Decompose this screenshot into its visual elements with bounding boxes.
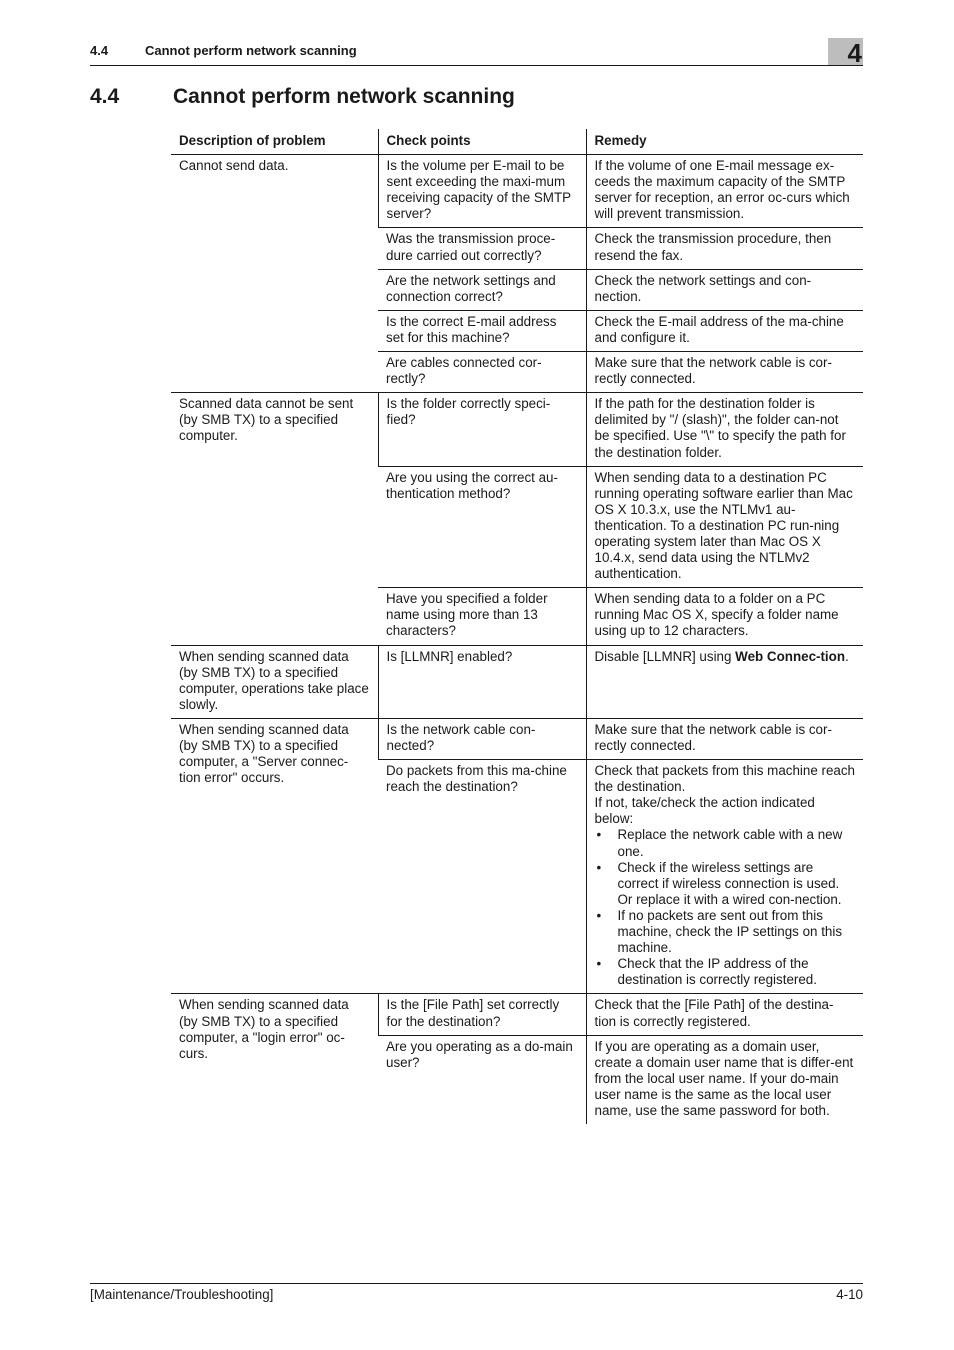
remedy-cell: Check the E-mail address of the ma-chine and configure it.: [586, 310, 863, 351]
problem-cell: Scanned data cannot be sent (by SMB TX) to a specified computer.: [171, 393, 378, 645]
troubleshooting-table: [171, 129, 863, 1124]
check-cell: Are you using the correct au-thentication method?: [378, 466, 586, 588]
column-header-problem: Description of problem: [171, 129, 378, 155]
header-section-number: 4.4: [90, 43, 109, 58]
check-cell: Is [LLMNR] enabled?: [378, 645, 586, 718]
running-header: [90, 41, 863, 66]
remedy-cell: [586, 760, 863, 994]
remedy-cell: Check that the [File Path] of the destina-tion is correctly registered.: [586, 994, 863, 1035]
remedy-intro-2: If not, take/check the action indicated below:: [594, 795, 815, 827]
problem-cell: When sending scanned data (by SMB TX) to a specified computer, a "login error" oc-curs.: [179, 997, 349, 1061]
list-item: • If no packets are sent out from this machine, check the IP settings on this machine.: [595, 908, 856, 956]
header-section-title: Cannot perform network scanning: [145, 43, 357, 58]
list-item: • Check if the wireless settings are correct if wireless connection is used. Or replace it with a wired con-nection.: [595, 860, 856, 908]
list-item: • Check that the IP address of the destination is correctly registered.: [595, 956, 856, 988]
check-cell: Are you operating as a do-main user?: [386, 1038, 573, 1070]
check-cell: Are cables connected cor-rectly?: [378, 352, 586, 393]
problem-cell: When sending scanned data (by SMB TX) to a specified computer, operations take place slowly.: [171, 645, 378, 718]
check-cell: Have you specified a folder name using more than 13 characters?: [378, 588, 586, 645]
remedy-cell: When sending data to a destination PC running operating software earlier than Mac OS X 10.3.x, use the NTLMv1 au-thentication. To a destination PC run-ning operating system later than Mac OS X 10.4.x, send data using the NTLMv2 authentication.: [586, 466, 863, 588]
problem-cell: Cannot send data.: [171, 155, 378, 393]
title-text: Cannot perform network scanning: [173, 85, 515, 108]
remedy-cell: Check the network settings and con-nection.: [586, 269, 863, 310]
table-row: [171, 155, 863, 228]
table-header-row: [171, 129, 863, 155]
page-title: [90, 84, 515, 110]
chapter-number-box: 4: [828, 38, 863, 65]
check-cell: Is the correct E-mail address set for this machine?: [378, 310, 586, 351]
remedy-cell: Make sure that the network cable is cor-rectly connected.: [586, 718, 863, 759]
remedy-cell: Check the transmission procedure, then resend the fax.: [586, 228, 863, 269]
remedy-intro: Check that packets from this machine reach the destination.: [594, 763, 855, 795]
check-cell: Do packets from this ma-chine reach the destination?: [378, 760, 586, 994]
title-number: 4.4: [90, 85, 120, 108]
remedy-cell: Make sure that the network cable is cor-rectly connected.: [586, 352, 863, 393]
footer-manual-name: [Maintenance/Troubleshooting]: [90, 1287, 274, 1302]
check-cell: Is the [File Path] set correctly for the destination?: [378, 994, 586, 1035]
table-row: [171, 994, 863, 1035]
check-cell: Is the folder correctly speci-fied?: [378, 393, 586, 466]
column-header-remedy: Remedy: [586, 129, 863, 155]
table-row: [171, 645, 863, 718]
check-cell: Is the volume per E-mail to be sent exceeding the maxi-mum receiving capacity of the SMTP server?: [378, 155, 586, 228]
check-cell: Is the network cable con-nected?: [378, 718, 586, 759]
remedy-bullet-list: [595, 827, 856, 988]
table-row: [171, 718, 863, 759]
check-cell: Was the transmission proce-dure carried out correctly?: [378, 228, 586, 269]
web-connection-term: Web Connec-tion: [735, 648, 846, 664]
page-footer: [90, 1283, 863, 1302]
remedy-cell: When sending data to a folder on a PC running Mac OS X, specify a folder name using up to 12 characters.: [586, 588, 863, 645]
remedy-text: Disable [LLMNR] using: [594, 648, 736, 664]
remedy-cell: If the volume of one E-mail message ex-ceeds the maximum capacity of the SMTP server for reception, an error oc-curs which will prevent transmission.: [586, 155, 863, 228]
page-number: 4-10: [836, 1287, 863, 1302]
remedy-text-end: .: [845, 648, 849, 664]
list-item: • Replace the network cable with a new one.: [595, 827, 856, 859]
problem-cell: When sending scanned data (by SMB TX) to a specified computer, a "Server connec-tion error" occurs.: [171, 718, 378, 994]
remedy-cell: [586, 645, 863, 718]
remedy-cell: If the path for the destination folder is delimited by "/ (slash)", the folder can-not be specified. Use "\" to specify the path for the destination folder.: [586, 393, 863, 466]
table-row: [171, 393, 863, 466]
check-cell: Are the network settings and connection correct?: [378, 269, 586, 310]
column-header-check-points: Check points: [378, 129, 586, 155]
remedy-cell: If you are operating as a domain user, create a domain user name that is differ-ent from the local user name. If your do-main user name is the same as the local user name, use the same password for both.: [586, 1035, 863, 1124]
